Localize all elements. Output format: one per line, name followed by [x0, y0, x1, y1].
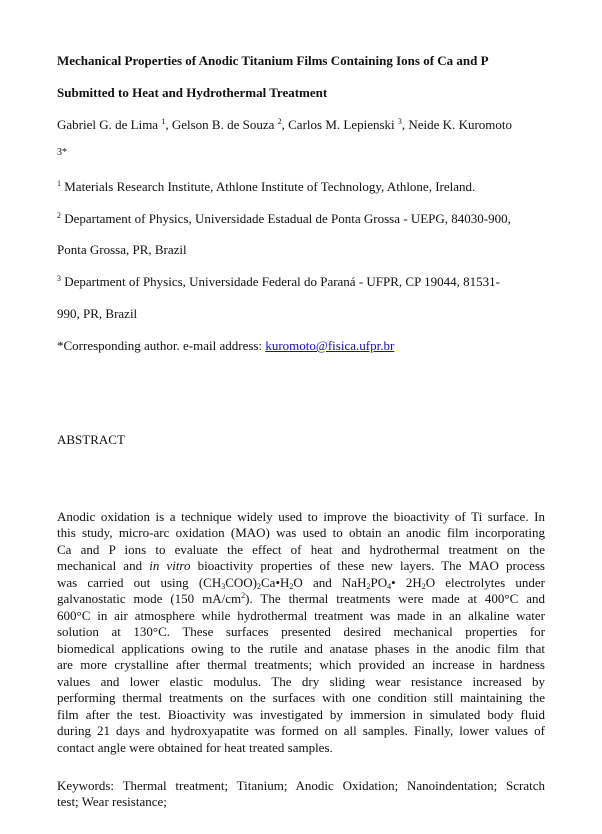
paper-title-line1: Mechanical Properties of Anodic Titanium Films Containing Ions of Ca and P: [57, 53, 489, 68]
abstract-line: was carried out using $(CH_3COO)_2Ca•H_2O$ and $NaH_2PO_4•$ $2H_2O$ electrolytes under: [57, 575, 545, 591]
abstract-line: mechanical and in vitro bioactivity properties of these new layers. The MAO process: [57, 558, 545, 573]
author-name: Carlos M. Lepienski: [288, 117, 395, 132]
abstract-line: performing thermal treatments on the surfaces with one condition still maintaining the: [57, 690, 545, 705]
abstract-line: this study, micro-arc oxidation (MAO) was used to obtain an anodic film incorporating: [57, 525, 545, 540]
affiliation-number: 3: [57, 274, 61, 283]
abstract-line: are more crystalline after thermal treatments; which provided an increase in hardness: [57, 657, 545, 672]
affiliation-2-cont: Ponta Grossa, PR, Brazil: [57, 242, 187, 257]
author-name: Gelson B. de Souza: [171, 117, 275, 132]
affiliation-number: 2: [57, 211, 61, 220]
abstract-line: film after the test. Bioactivity was investigated by immersion in simulated body fluid: [57, 707, 545, 722]
abstract-heading: ABSTRACT: [57, 432, 125, 447]
author-affiliation-mark: 1: [161, 117, 166, 126]
abstract-line: values and lower elastic modulus. The dry sliding wear resistance increased by: [57, 674, 545, 689]
abstract-line: solution at 130°C. These surfaces presented desired mechanical properties for: [57, 624, 545, 639]
authors-line: Gabriel G. de Lima $^1$, Gelson B. de Souza $^2$, Carlos M. Lepienski $^3$, Neide K. Kuromoto: [57, 117, 513, 132]
affiliation-text: Departament of Physics, Universidade Estadual de Ponta Grossa - UEPG, 84030-900,: [64, 211, 511, 226]
abstract-line: biomedical applications owing to the rutile and anatase phases in the anodic film that: [57, 641, 545, 656]
email-link[interactable]: kuromoto@fisica.ufpr.br: [265, 338, 395, 353]
affiliation-text: Department of Physics, Universidade Federal do Paraná - UFPR, CP 19044, 81531-: [64, 274, 500, 289]
affiliation-number: 1: [57, 179, 61, 188]
affiliation-text: Materials Research Institute, Athlone Institute of Technology, Athlone, Ireland.: [64, 179, 476, 194]
author-affiliation-mark: 2: [277, 117, 282, 126]
author-affiliation-mark: 3: [397, 117, 402, 126]
abstract-line: Anodic oxidation is a technique widely used to improve the bioactivity of Ti surface. In: [57, 509, 545, 524]
affiliation-2: [57, 211, 511, 226]
affiliation-3: [57, 274, 500, 289]
author-name: Gabriel G. de Lima: [57, 117, 159, 132]
affiliation-3-cont: 990, PR, Brazil: [57, 306, 138, 321]
keywords-line: test; Wear resistance;: [57, 794, 167, 809]
abstract-line: during 21 days and hydroxyapatite was formed on all samples. Finally, lower values of: [57, 723, 545, 738]
abstract-line: Ca and P ions to evaluate the effect of heat and hydrothermal treatment on the: [57, 542, 545, 557]
abstract-line: galvanostatic mode (150 $mA/cm^2$). The thermal treatments were made at 400°C and: [57, 591, 545, 606]
abstract-line: 600°C in air atmosphere while hydrothermal treatment was made in an alkaline water: [57, 608, 545, 623]
corresponding-label: *Corresponding author. e-mail address:: [57, 338, 263, 353]
keywords-line: Keywords: Thermal treatment; Titanium; Anodic Oxidation; Nanoindentation; Scratch: [57, 778, 545, 793]
corresponding-author: [57, 338, 394, 353]
abstract-line: contact angle were obtained for heat treated samples.: [57, 740, 333, 755]
author-affiliation-mark: 3*: [57, 147, 67, 158]
author-name: Neide K. Kuromoto: [408, 117, 513, 132]
paper-title-line2: Submitted to Heat and Hydrothermal Treatment: [57, 85, 328, 100]
affiliation-1: [57, 179, 475, 194]
